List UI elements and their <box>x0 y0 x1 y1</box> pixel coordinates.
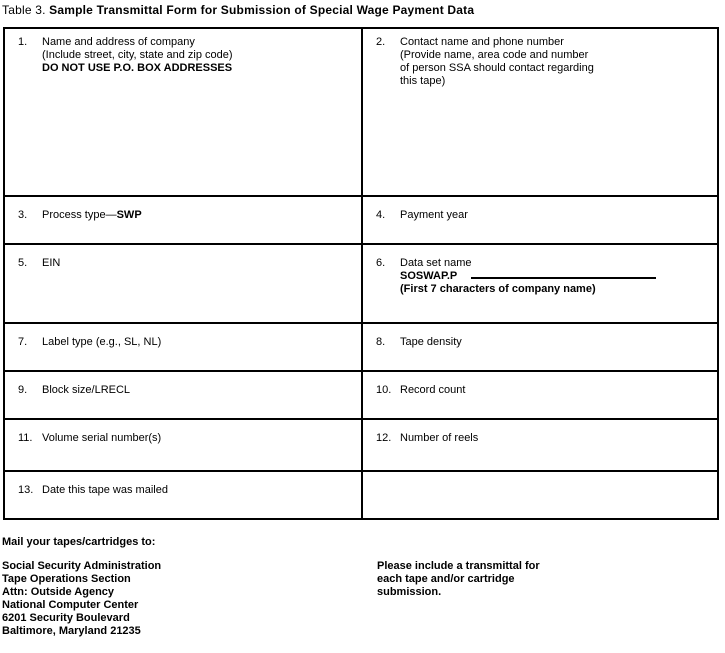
field-label: Name and address of company <box>42 36 195 48</box>
form-cell-date-mailed <box>5 470 361 518</box>
field-label: Block size/LRECL <box>42 384 131 396</box>
field-label: Payment year <box>400 209 468 221</box>
field-label: Volume serial number(s) <box>42 432 162 444</box>
mailing-address-block <box>2 560 161 638</box>
table-title-text: Sample Transmittal Form for Submission of Special Wage Payment Data <box>49 3 475 17</box>
item-number: 10. <box>376 384 392 396</box>
form-cell-contact <box>361 29 717 195</box>
dataset-prefix: SOSWAP.P <box>400 270 458 282</box>
item-number: 6. <box>376 257 386 269</box>
field-hint: (Provide name, area code and number <box>400 49 589 61</box>
form-cell-data-set-name <box>361 243 717 322</box>
fill-in-line <box>471 270 656 279</box>
item-number: 8. <box>376 336 386 348</box>
field-label: Label type (e.g., SL, NL) <box>42 336 162 348</box>
form-cell-payment-year <box>361 195 717 243</box>
item-number: 1. <box>18 36 28 48</box>
item-number: 3. <box>18 209 28 221</box>
field-hint: (Include street, city, state and zip code) <box>42 49 233 61</box>
form-cell-ein <box>5 243 361 322</box>
form-cell-label-type <box>5 322 361 370</box>
field-label: Process type—SWP <box>42 209 142 221</box>
field-label: EIN <box>42 257 61 269</box>
field-hint: this tape) <box>400 75 446 87</box>
address-line: Attn: Outside Agency <box>2 586 115 598</box>
form-cell-volume-serial <box>5 418 361 470</box>
address-line: Social Security Administration <box>2 560 162 572</box>
form-cell-name-address <box>5 29 361 195</box>
item-number: 2. <box>376 36 386 48</box>
field-label: Data set name <box>400 257 472 269</box>
form-cell-empty <box>361 470 717 518</box>
item-number: 12. <box>376 432 392 444</box>
address-line: 6201 Security Boulevard <box>2 612 130 624</box>
item-number: 4. <box>376 209 386 221</box>
field-label: Number of reels <box>400 432 479 444</box>
field-hint: (First 7 characters of company name) <box>400 283 596 295</box>
field-warning: DO NOT USE P.O. BOX ADDRESSES <box>42 62 233 74</box>
address-line: National Computer Center <box>2 599 139 611</box>
note-line: submission. <box>377 586 442 598</box>
form-cell-tape-density <box>361 322 717 370</box>
process-type-value: SWP <box>116 209 142 221</box>
item-number: 7. <box>18 336 28 348</box>
form-cell-process-type <box>5 195 361 243</box>
page-title <box>2 3 474 17</box>
field-hint: of person SSA should contact regarding <box>400 62 594 74</box>
note-line: each tape and/or cartridge <box>377 573 515 585</box>
item-number: 5. <box>18 257 28 269</box>
mailing-instruction-heading: Mail your tapes/cartridges to: <box>2 536 156 548</box>
note-line: Please include a transmittal for <box>377 560 540 572</box>
field-label: Record count <box>400 384 466 396</box>
dataset-name-line <box>400 270 709 283</box>
address-line: Tape Operations Section <box>2 573 131 585</box>
field-label: Date this tape was mailed <box>42 484 168 496</box>
address-line: Baltimore, Maryland 21235 <box>2 625 141 637</box>
field-label: Tape density <box>400 336 462 348</box>
item-number: 13. <box>18 484 34 496</box>
form-cell-record-count <box>361 370 717 418</box>
field-label: Contact name and phone number <box>400 36 564 48</box>
transmittal-note-block <box>377 560 540 599</box>
item-number: 11. <box>18 432 33 444</box>
item-number: 9. <box>18 384 28 396</box>
table-number-label: Table 3. <box>2 3 50 17</box>
form-cell-number-of-reels <box>361 418 717 470</box>
transmittal-form-table <box>3 27 719 520</box>
form-cell-block-size <box>5 370 361 418</box>
